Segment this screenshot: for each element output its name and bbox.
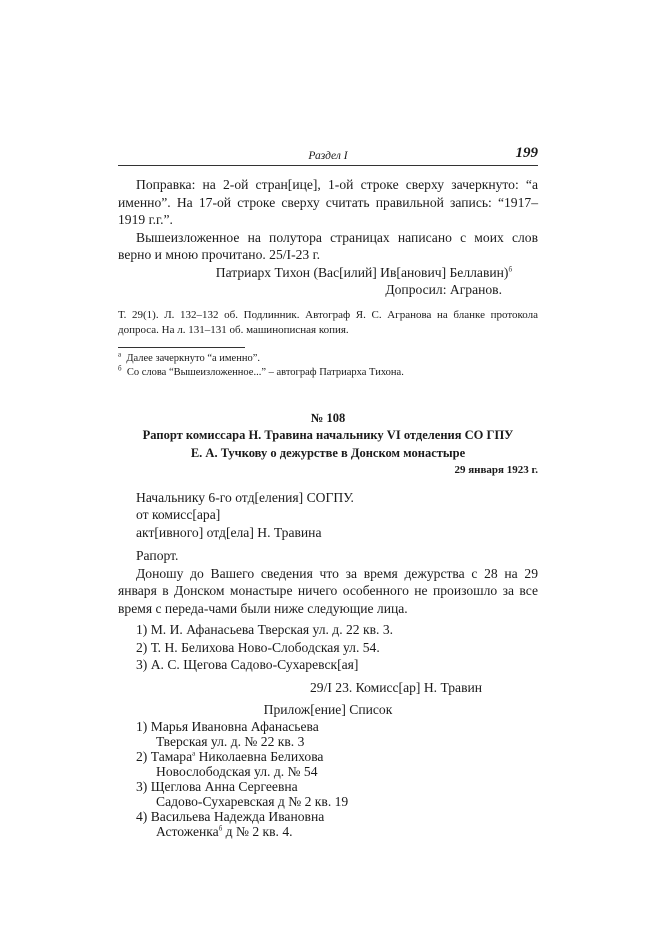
list-item: 1) М. И. Афанасьева Тверская ул. д. 22 кв. 3. (136, 622, 394, 637)
report-signature: 29/I 23. Комисс[ар] Н. Травин (310, 679, 483, 695)
running-header (118, 145, 538, 165)
footnote: $^б$ Со слова “Вышеизложенное...” – автограф Патриарха Тихона. (118, 364, 404, 378)
paragraph: Вышеизложенное на полутора страницах написано с моих слов верно и мною прочитано. 25/I-23 г. (118, 229, 538, 262)
report-paragraph: Доношу до Вашего сведения что за время дежурства с 28 на 29 января в Донском монастыре ничего особенного не произошло за все время с переда-чами были ниже следующие лица. (118, 565, 538, 616)
page-number: 199 (515, 145, 538, 161)
document-title: Рапорт комиссара Н. Травина начальнику VI отделения СО ГПУ Е. А. Тучкову о дежурстве в Донском монастыре (142, 428, 514, 460)
address-block: Начальнику 6-го отд[еления] СОГПУ. от комисс[ара] акт[ивного] отд[ела] Н. Травина (136, 489, 354, 540)
list-item: 3) А. С. Щегова Садово-Сухаревск[ая] (136, 657, 359, 672)
document-number: № 108 (310, 410, 346, 425)
appendix-item: 2) Тамара$^а$ Николаевна Белихова (136, 748, 324, 764)
report-heading: Рапорт. (136, 548, 179, 563)
footnote: $^а$ Далее зачеркнуто “а именно”. (118, 350, 260, 364)
previous-document-text (118, 176, 538, 299)
footnote-rule (118, 347, 245, 348)
signature-tikhon: Патриарх Тихон (Вас[илий] Ив[анович] Беллавин)$^б$ (215, 264, 512, 280)
footnotes (118, 352, 538, 380)
signature-agranov: Допросил: Агранов. (385, 282, 502, 297)
appendix-item: 1) Марья Ивановна Афанасьева (136, 718, 319, 734)
report-body (118, 547, 538, 617)
appendix-title: Прилож[ение] Список (263, 702, 393, 717)
appendix-list: 1) Марья Ивановна Афанасьева Тверская ул. д. № 22 кв. 3 2) Тамара$^а$ Николаевна Белихова Новослободская ул. д. № 54 3) Щеглова Анна Сергеевна Садово-Сухаревская д № 2 кв. 19 4) Васильева Надежда Ивановна Астоженка$^б$ д № 2 кв. 4. (118, 719, 538, 839)
section-title: Раздел I (308, 150, 348, 162)
page (118, 145, 538, 839)
appendix-item: 4) Васильева Надежда Ивановна (136, 808, 325, 824)
paragraph: Поправка: на 2-ой стран[ице], 1-ой строке сверху зачеркнуто: “а именно”. На 17-ой строке сверху считать правильной запись: “1917–1919 г.г.”. (118, 177, 538, 227)
source-note: Т. 29(1). Л. 132–132 об. Подлинник. Автограф Я. С. Агранова на бланке протокола допроса. На л. 131–131 об. машинописная копия. (118, 308, 538, 336)
visitors-list (118, 621, 538, 674)
document-date: 29 января 1923 г. (454, 464, 538, 476)
list-item: 2) Т. Н. Белихова Ново-Слободская ул. 54. (136, 639, 380, 655)
appendix-item: 3) Щеглова Анна Сергеевна (136, 778, 298, 794)
